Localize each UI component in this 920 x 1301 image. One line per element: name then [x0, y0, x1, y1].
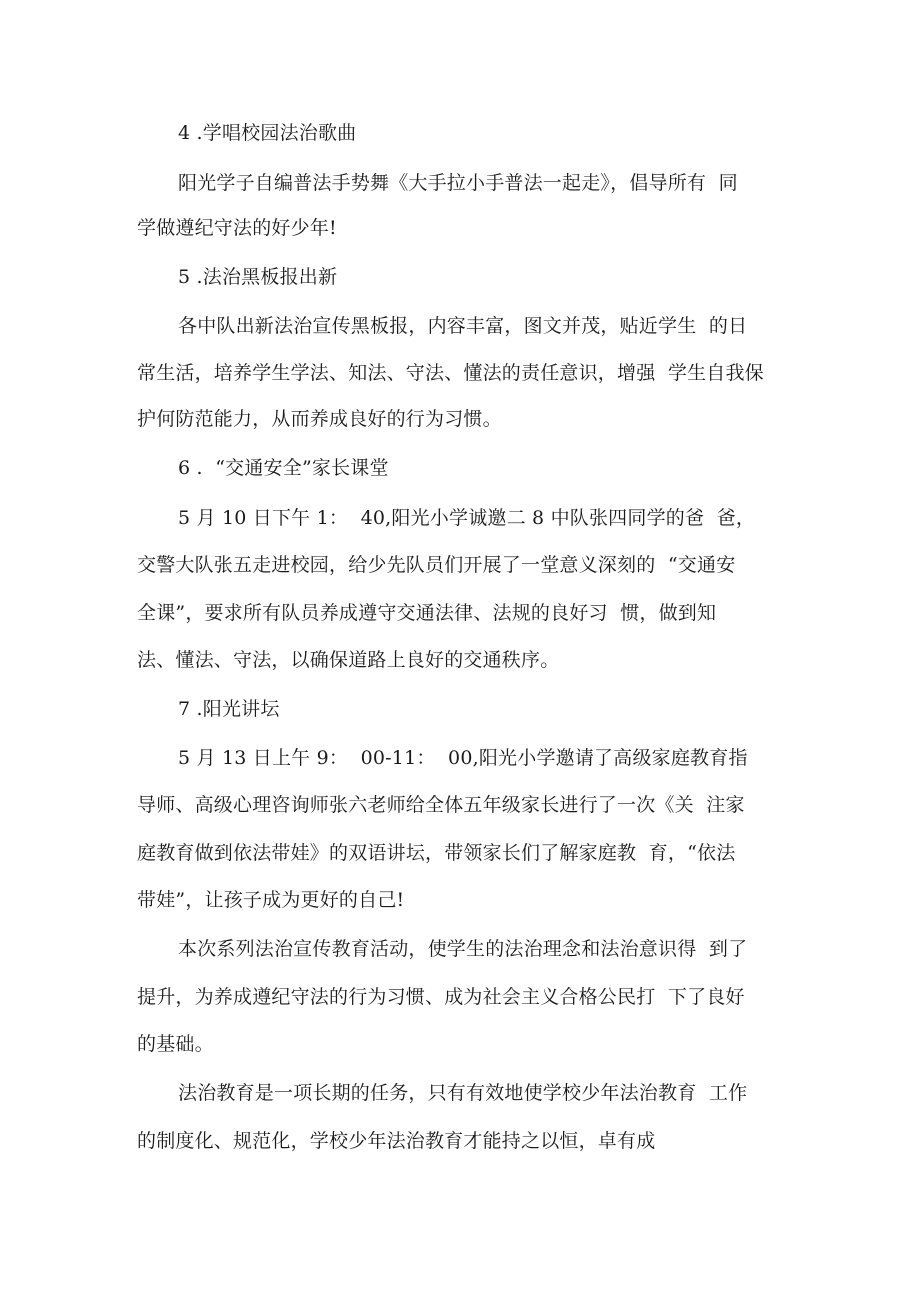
paragraph-line: 的制度化、规范化，学校少年法治教育才能持之以恒，卓有成 — [137, 1130, 656, 1152]
heading-item-6: 6 . “交通安全”家长课堂 — [178, 457, 389, 479]
paragraph-line: 阳光学子自编普法手势舞《大手拉小手普法一起走》，倡导所有 同 — [178, 172, 738, 194]
paragraph-line: 的基础。 — [137, 1033, 214, 1055]
paragraph-line: 带娃”，让孩子成为更好的自己! — [137, 889, 405, 911]
paragraph-line: 5 月 10 日下午 1： 40,阳光小学诚邀二 8 中队张四同学的爸 爸， — [178, 507, 756, 529]
paragraph-line: 5 月 13 日上午 9： 00-11： 00,阳光小学邀请了高级家庭教育指 — [178, 747, 748, 769]
paragraph-line: 本次系列法治宣传教育活动，使学生的法治理念和法治意识得 到了 — [178, 938, 748, 960]
paragraph-line: 全课”，要求所有队员养成遵守交通法律、法规的良好习 惯，做到知 — [137, 602, 717, 624]
paragraph-line: 交警大队张五走进校园，给少先队员们开展了一堂意义深刻的 “交通安 — [137, 554, 736, 576]
paragraph-line: 庭教育做到依法带娃》的双语讲坛，带领家长们了解家庭教 育，“依法 — [137, 842, 736, 864]
paragraph-line: 护何防范能力，从而养成良好的行为习惯。 — [137, 408, 502, 430]
paragraph-line: 常生活，培养学生学法、知法、守法、懂法的责任意识，增强 学生自我保 — [137, 362, 764, 384]
heading-item-4: 4 .学唱校园法治歌曲 — [178, 122, 357, 144]
heading-item-7: 7 .阳光讲坛 — [178, 698, 280, 720]
paragraph-line: 导师、高级心理咨询师张六老师给全体五年级家长进行了一次《关 注家 — [137, 794, 745, 816]
heading-item-5: 5 .法治黑板报出新 — [178, 266, 338, 288]
paragraph-line: 法治教育是一项长期的任务，只有有效地使学校少年法治教育 工作 — [178, 1082, 748, 1104]
paragraph-line: 学做遵纪守法的好少年! — [137, 217, 337, 239]
paragraph-line: 法、懂法、守法，以确保道路上良好的交通秩序。 — [137, 649, 560, 671]
paragraph-line: 各中队出新法治宣传黑板报，内容丰富，图文并茂，贴近学生 的日 — [178, 315, 748, 337]
paragraph-line: 提升，为养成遵纪守法的行为习惯、成为社会主义合格公民打 下了良好 — [137, 986, 745, 1008]
